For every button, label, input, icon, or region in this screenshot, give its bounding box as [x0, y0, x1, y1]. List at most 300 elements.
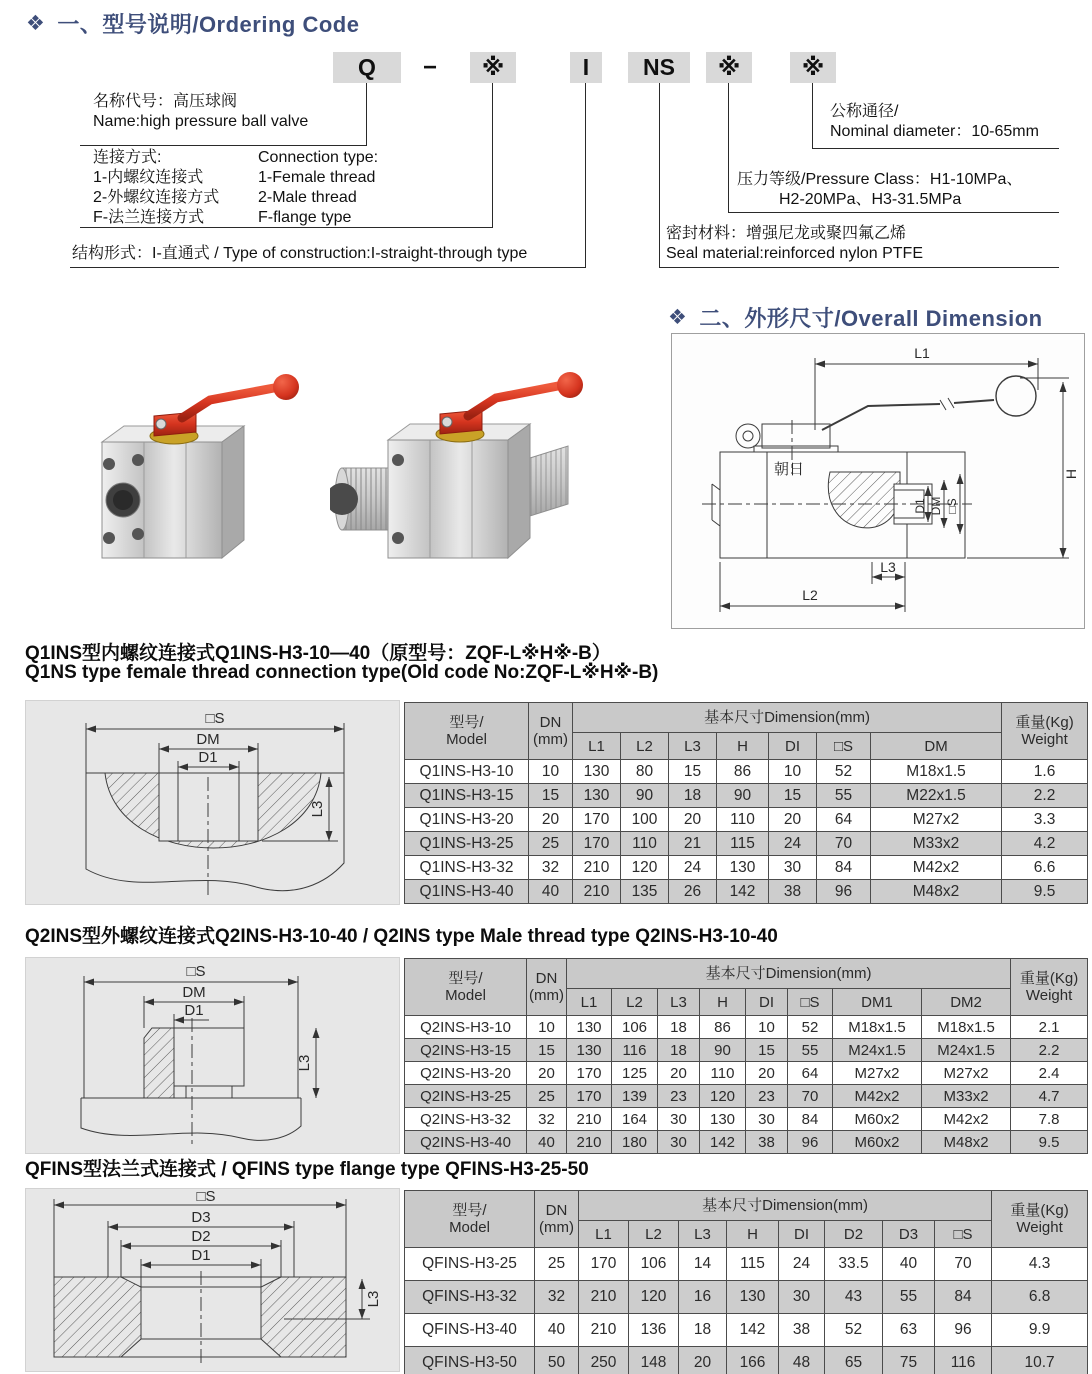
value-cell: 10 — [746, 1016, 788, 1039]
value-cell: 20 — [769, 808, 817, 832]
overall-dimension-drawing — [671, 333, 1085, 629]
dimension-labels — [774, 345, 1079, 603]
valve-outline — [712, 376, 1036, 558]
model-cell: Q1INS-H3-40 — [405, 880, 529, 904]
conn-en-1: 1-Female thread — [258, 169, 376, 186]
value-cell: 96 — [788, 1131, 833, 1154]
q2ins-table-wrap — [404, 958, 1088, 1154]
q2ins-spec-table — [404, 958, 1088, 1154]
col-header-dimension: 基本尺寸Dimension(mm) — [579, 1191, 992, 1221]
value-cell: 4.3 — [992, 1248, 1088, 1281]
value-cell: 130 — [573, 760, 621, 784]
value-cell: 250 — [579, 1347, 629, 1374]
q2ins-heading: Q2INS型外螺纹连接式Q2INS-H3-10-40 / Q2INS type Male thread type Q2INS-H3-10-40 — [25, 926, 778, 947]
q1ins-heading-cn: Q1INS型内螺纹连接式Q1INS-H3-10—40（原型号：ZQF-L※H※-B） — [25, 643, 611, 664]
col-header-dim: L1 — [567, 989, 612, 1016]
value-cell: 142 — [717, 880, 769, 904]
value-cell: 18 — [658, 1016, 700, 1039]
value-cell: M33x2 — [871, 832, 1002, 856]
col-header-dim: L2 — [612, 989, 658, 1016]
value-cell: 4.2 — [1002, 832, 1088, 856]
overall-dimension-title-text: 二、外形尺寸/Overall Dimension — [699, 306, 1043, 331]
model-cell: Q2INS-H3-20 — [405, 1062, 527, 1085]
value-cell: 33.5 — [825, 1248, 883, 1281]
diamond-icon: ❖ — [26, 12, 46, 35]
q1ins-diagram-panel — [25, 700, 400, 905]
value-cell: 40 — [527, 1131, 567, 1154]
value-cell: 6.6 — [1002, 856, 1088, 880]
model-cell: Q2INS-H3-40 — [405, 1131, 527, 1154]
value-cell: M18x1.5 — [871, 760, 1002, 784]
svg-text:□S: □S — [945, 498, 959, 514]
value-cell: 40 — [529, 880, 573, 904]
name-label — [93, 92, 308, 132]
value-cell: 170 — [567, 1085, 612, 1108]
value-cell: 64 — [817, 808, 871, 832]
col-header-dim: L1 — [579, 1221, 629, 1248]
model-cell: QFINS-H3-25 — [405, 1248, 535, 1281]
col-header-weight: 重量(Kg) Weight — [992, 1191, 1088, 1248]
col-header-dim: L3 — [679, 1221, 727, 1248]
qfins-table-wrap — [404, 1190, 1088, 1374]
value-cell: 7.8 — [1011, 1108, 1088, 1131]
table-row — [405, 1131, 1088, 1154]
value-cell: 9.9 — [992, 1314, 1088, 1347]
model-cell: QFINS-H3-32 — [405, 1281, 535, 1314]
handle-ball — [273, 374, 299, 400]
value-cell: 130 — [567, 1016, 612, 1039]
value-cell: 110 — [621, 832, 669, 856]
value-cell: 23 — [658, 1085, 700, 1108]
connector-line — [585, 83, 586, 267]
diamond-icon: ❖ — [668, 306, 688, 329]
svg-text:L3: L3 — [296, 1054, 313, 1072]
value-cell: 55 — [883, 1281, 935, 1314]
conn-en-title: Connection type: — [258, 149, 379, 166]
value-cell: 21 — [669, 832, 717, 856]
value-cell: 2.2 — [1002, 784, 1088, 808]
svg-text:D1: D1 — [198, 749, 218, 766]
col-header-dim: D2 — [825, 1221, 883, 1248]
value-cell: 24 — [779, 1248, 825, 1281]
value-cell: 86 — [717, 760, 769, 784]
value-cell: M33x2 — [922, 1085, 1011, 1108]
value-cell: 50 — [535, 1347, 579, 1374]
pressure-line1: 压力等级/Pressure Class：H1-10MPa、 — [737, 171, 1023, 188]
value-cell: 18 — [679, 1314, 727, 1347]
value-cell: 164 — [612, 1108, 658, 1131]
value-cell: M22x1.5 — [871, 784, 1002, 808]
model-cell: Q2INS-H3-25 — [405, 1085, 527, 1108]
value-cell: 86 — [700, 1016, 746, 1039]
value-cell: 15 — [769, 784, 817, 808]
col-header-dim: L3 — [669, 733, 717, 760]
code-box-connection: ※ — [470, 52, 516, 83]
value-cell: 48 — [779, 1347, 825, 1374]
model-cell: Q2INS-H3-32 — [405, 1108, 527, 1131]
connector-line — [366, 83, 367, 145]
svg-text:□S: □S — [196, 1189, 216, 1205]
value-cell: 52 — [817, 760, 871, 784]
col-header-dim: L3 — [658, 989, 700, 1016]
value-cell: 180 — [612, 1131, 658, 1154]
model-cell: Q1INS-H3-20 — [405, 808, 529, 832]
construction-label: 结构形式：I-直通式 / Type of construction:I-straight-through type — [72, 245, 528, 262]
value-cell: 20 — [679, 1347, 727, 1374]
value-cell: 210 — [573, 856, 621, 880]
q1ins-spec-table — [404, 702, 1088, 904]
svg-text:L2: L2 — [802, 587, 818, 603]
value-cell: 9.5 — [1002, 880, 1088, 904]
code-box-ns: NS — [628, 52, 690, 83]
value-cell: 2.1 — [1011, 1016, 1088, 1039]
col-header-dim: □S — [935, 1221, 992, 1248]
ordering-code-diagram — [0, 40, 1092, 295]
svg-text:DM: DM — [182, 984, 206, 1001]
value-cell: 130 — [567, 1039, 612, 1062]
male-thread-right — [530, 446, 568, 516]
value-cell: 64 — [788, 1062, 833, 1085]
connector-line — [812, 83, 813, 148]
svg-text:□S: □S — [186, 963, 206, 980]
svg-text:D1: D1 — [184, 1002, 204, 1019]
value-cell: 120 — [621, 856, 669, 880]
q1ins-heading-en: Q1NS type female thread connection type(Old code No:ZQF-L※H※-B) — [25, 662, 659, 683]
value-cell: 20 — [527, 1062, 567, 1085]
value-cell: M27x2 — [922, 1062, 1011, 1085]
col-header-dimension: 基本尺寸Dimension(mm) — [567, 959, 1011, 989]
col-header-dn: DN (mm) — [527, 959, 567, 1016]
col-header-dn: DN (mm) — [535, 1191, 579, 1248]
value-cell: 30 — [658, 1131, 700, 1154]
female-thread-diagram — [26, 701, 399, 904]
value-cell: 210 — [579, 1314, 629, 1347]
nominal-diameter-label — [830, 102, 1039, 142]
value-cell: 6.8 — [992, 1281, 1088, 1314]
table-row — [405, 1039, 1088, 1062]
value-cell: 116 — [935, 1347, 992, 1374]
value-cell: 170 — [573, 808, 621, 832]
code-box-pressure: ※ — [706, 52, 752, 83]
value-cell: 148 — [629, 1347, 679, 1374]
value-cell: 38 — [746, 1131, 788, 1154]
value-cell: M42x2 — [871, 856, 1002, 880]
value-cell: M48x2 — [922, 1131, 1011, 1154]
section-hatch — [54, 1277, 346, 1357]
value-cell: 10.7 — [992, 1347, 1088, 1374]
value-cell: 90 — [621, 784, 669, 808]
col-header-dim: DI — [769, 733, 817, 760]
value-cell: M60x2 — [833, 1108, 922, 1131]
value-cell: 26 — [669, 880, 717, 904]
value-cell: 210 — [567, 1131, 612, 1154]
seal-en: Seal material:reinforced nylon PTFE — [666, 245, 923, 262]
value-cell: M24x1.5 — [922, 1039, 1011, 1062]
table-row — [405, 784, 1088, 808]
svg-text:D1: D1 — [913, 498, 927, 514]
table-row — [405, 832, 1088, 856]
col-header-dim: L2 — [621, 733, 669, 760]
qfins-diagram-panel — [25, 1188, 400, 1372]
model-cell: Q1INS-H3-15 — [405, 784, 529, 808]
model-cell: Q2INS-H3-15 — [405, 1039, 527, 1062]
seal-cn: 密封材料：增强尼龙或聚四氟乙烯 — [666, 225, 907, 242]
col-header-model: 型号/ Model — [405, 703, 529, 760]
value-cell: 130 — [717, 856, 769, 880]
value-cell: 30 — [779, 1281, 825, 1314]
value-cell: 116 — [612, 1039, 658, 1062]
value-cell: 3.3 — [1002, 808, 1088, 832]
svg-text:D3: D3 — [191, 1209, 211, 1226]
value-cell: 52 — [788, 1016, 833, 1039]
qfins-spec-table — [404, 1190, 1088, 1374]
value-cell: 115 — [727, 1248, 779, 1281]
value-cell: 4.7 — [1011, 1085, 1088, 1108]
value-cell: 30 — [658, 1108, 700, 1131]
code-dash: − — [423, 54, 438, 81]
value-cell: 20 — [658, 1062, 700, 1085]
value-cell: 106 — [629, 1248, 679, 1281]
code-box-q: Q — [333, 52, 401, 83]
underline — [70, 267, 586, 268]
value-cell: 115 — [717, 832, 769, 856]
value-cell: M42x2 — [922, 1108, 1011, 1131]
value-cell: 130 — [727, 1281, 779, 1314]
svg-text:□S: □S — [205, 710, 225, 727]
model-cell: Q2INS-H3-10 — [405, 1016, 527, 1039]
model-cell: Q1INS-H3-10 — [405, 760, 529, 784]
underline — [812, 148, 1059, 149]
conn-cn-title: 连接方式: — [93, 149, 162, 166]
value-cell: 55 — [817, 784, 871, 808]
value-cell: 43 — [825, 1281, 883, 1314]
table-row — [405, 760, 1088, 784]
value-cell: 120 — [700, 1085, 746, 1108]
code-box-diameter: ※ — [790, 52, 836, 83]
table-row — [405, 1016, 1088, 1039]
value-cell: 70 — [817, 832, 871, 856]
value-cell: 130 — [573, 784, 621, 808]
value-cell: M60x2 — [833, 1131, 922, 1154]
value-cell: 84 — [788, 1108, 833, 1131]
value-cell: 38 — [779, 1314, 825, 1347]
svg-text:L3: L3 — [880, 559, 896, 575]
value-cell: 55 — [788, 1039, 833, 1062]
value-cell: 110 — [717, 808, 769, 832]
value-cell: 14 — [679, 1248, 727, 1281]
value-cell: 23 — [746, 1085, 788, 1108]
valve-photo-male-thread — [330, 368, 585, 580]
value-cell: 84 — [817, 856, 871, 880]
col-header-dim: L1 — [573, 733, 621, 760]
value-cell: 63 — [883, 1314, 935, 1347]
table-row — [405, 1062, 1088, 1085]
value-cell: 130 — [700, 1108, 746, 1131]
value-cell: 24 — [769, 832, 817, 856]
value-cell: 90 — [700, 1039, 746, 1062]
value-cell: 24 — [669, 856, 717, 880]
col-header-dim: □S — [817, 733, 871, 760]
value-cell: 10 — [769, 760, 817, 784]
value-cell: 15 — [669, 760, 717, 784]
value-cell: 142 — [700, 1131, 746, 1154]
value-cell: 84 — [935, 1281, 992, 1314]
model-cell: QFINS-H3-40 — [405, 1314, 535, 1347]
value-cell: 2.2 — [1011, 1039, 1088, 1062]
value-cell: 52 — [825, 1314, 883, 1347]
value-cell: 40 — [883, 1248, 935, 1281]
svg-text:D1: D1 — [191, 1247, 211, 1264]
value-cell: 210 — [579, 1281, 629, 1314]
value-cell: 15 — [529, 784, 573, 808]
value-cell: M42x2 — [833, 1085, 922, 1108]
value-cell: M24x1.5 — [833, 1039, 922, 1062]
value-cell: 135 — [621, 880, 669, 904]
col-header-weight: 重量(Kg) Weight — [1011, 959, 1088, 1016]
valve-photo-female-thread — [82, 372, 317, 577]
underline — [728, 212, 1059, 213]
value-cell: 30 — [746, 1108, 788, 1131]
conn-cn-1: 1-内螺纹连接式 — [93, 169, 204, 186]
value-cell: 25 — [535, 1248, 579, 1281]
value-cell: 25 — [527, 1085, 567, 1108]
value-cell: 25 — [529, 832, 573, 856]
svg-text:L3: L3 — [309, 800, 326, 818]
underline — [80, 145, 367, 146]
value-cell: 70 — [788, 1085, 833, 1108]
col-header-dim: H — [700, 989, 746, 1016]
value-cell: 75 — [883, 1347, 935, 1374]
value-cell: M27x2 — [833, 1062, 922, 1085]
conn-en-2: 2-Male thread — [258, 189, 357, 206]
value-cell: 18 — [669, 784, 717, 808]
connector-line — [492, 83, 493, 227]
svg-text:朝日: 朝日 — [774, 461, 805, 478]
seal-material-label — [666, 224, 923, 264]
svg-text:L3: L3 — [365, 1290, 382, 1308]
value-cell: 170 — [567, 1062, 612, 1085]
value-cell: 38 — [769, 880, 817, 904]
svg-text:DM: DM — [196, 731, 220, 748]
nominal-en: Nominal diameter：10-65mm — [830, 123, 1039, 140]
value-cell: 110 — [700, 1062, 746, 1085]
value-cell: M18x1.5 — [922, 1016, 1011, 1039]
table-row — [405, 1108, 1088, 1131]
value-cell: 20 — [669, 808, 717, 832]
col-header-dim: L2 — [629, 1221, 679, 1248]
value-cell: 30 — [769, 856, 817, 880]
name-label-cn: 名称代号：高压球阀 — [93, 93, 238, 110]
value-cell: 10 — [527, 1016, 567, 1039]
value-cell: 16 — [679, 1281, 727, 1314]
svg-text:H: H — [1063, 468, 1079, 480]
value-cell: 32 — [535, 1281, 579, 1314]
value-cell: 32 — [527, 1108, 567, 1131]
svg-text:L1: L1 — [914, 345, 930, 361]
q2ins-diagram-panel — [25, 957, 400, 1154]
connector-line — [659, 83, 660, 267]
underline — [659, 267, 1059, 268]
conn-cn-f: F-法兰连接方式 — [93, 209, 205, 226]
value-cell: M18x1.5 — [833, 1016, 922, 1039]
model-cell: QFINS-H3-50 — [405, 1347, 535, 1374]
value-cell: 166 — [727, 1347, 779, 1374]
value-cell: 170 — [573, 832, 621, 856]
value-cell: 210 — [567, 1108, 612, 1131]
value-cell: 100 — [621, 808, 669, 832]
value-cell: 136 — [629, 1314, 679, 1347]
model-cell: Q1INS-H3-25 — [405, 832, 529, 856]
col-header-dim: D3 — [883, 1221, 935, 1248]
value-cell: 90 — [717, 784, 769, 808]
table-row — [405, 1347, 1088, 1374]
value-cell: 32 — [529, 856, 573, 880]
value-cell: M48x2 — [871, 880, 1002, 904]
table-row — [405, 808, 1088, 832]
col-header-dimension: 基本尺寸Dimension(mm) — [573, 703, 1002, 733]
table-row — [405, 1281, 1088, 1314]
value-cell: 142 — [727, 1314, 779, 1347]
value-cell: 96 — [935, 1314, 992, 1347]
value-cell: 20 — [529, 808, 573, 832]
name-label-en: Name:high pressure ball valve — [93, 113, 309, 130]
ordering-code-title-text: 一、型号说明/Ordering Code — [57, 12, 360, 37]
value-cell: 1.6 — [1002, 760, 1088, 784]
col-header-dim: DM2 — [922, 989, 1011, 1016]
col-header-dim: DI — [779, 1221, 825, 1248]
col-header-dim: □S — [788, 989, 833, 1016]
code-box-i: I — [570, 52, 602, 83]
value-cell: 96 — [817, 880, 871, 904]
col-header-dn: DN (mm) — [529, 703, 573, 760]
value-cell: 120 — [629, 1281, 679, 1314]
ordering-code-title — [26, 8, 359, 39]
value-cell: 80 — [621, 760, 669, 784]
table-row — [405, 1085, 1088, 1108]
col-header-weight: 重量(Kg) Weight — [1002, 703, 1088, 760]
value-cell: 20 — [746, 1062, 788, 1085]
col-header-dim: H — [717, 733, 769, 760]
value-cell: 2.4 — [1011, 1062, 1088, 1085]
table-row — [405, 856, 1088, 880]
pressure-line2: H2-20MPa、H3-31.5MPa — [779, 191, 962, 208]
pressure-class-label — [737, 170, 1022, 210]
value-cell: 106 — [612, 1016, 658, 1039]
handle-ball — [557, 372, 583, 398]
connection-type-label — [93, 148, 378, 228]
table-row — [405, 1248, 1088, 1281]
model-cell: Q1INS-H3-32 — [405, 856, 529, 880]
value-cell: 15 — [527, 1039, 567, 1062]
value-cell: 18 — [658, 1039, 700, 1062]
col-header-model: 型号/ Model — [405, 1191, 535, 1248]
col-header-dim: DM1 — [833, 989, 922, 1016]
value-cell: 9.5 — [1011, 1131, 1088, 1154]
flange-diagram — [26, 1189, 399, 1371]
dimension-drawing-svg — [672, 334, 1084, 628]
svg-text:D2: D2 — [191, 1228, 211, 1245]
value-cell: M27x2 — [871, 808, 1002, 832]
q1ins-table-wrap — [404, 702, 1088, 904]
col-header-dim: H — [727, 1221, 779, 1248]
handle-lever — [468, 386, 558, 416]
svg-text:DM: DM — [929, 496, 943, 516]
table-row — [405, 880, 1088, 904]
connector-line — [728, 83, 729, 212]
value-cell: 125 — [612, 1062, 658, 1085]
section-hatch — [828, 472, 900, 528]
col-header-model: 型号/ Model — [405, 959, 527, 1016]
